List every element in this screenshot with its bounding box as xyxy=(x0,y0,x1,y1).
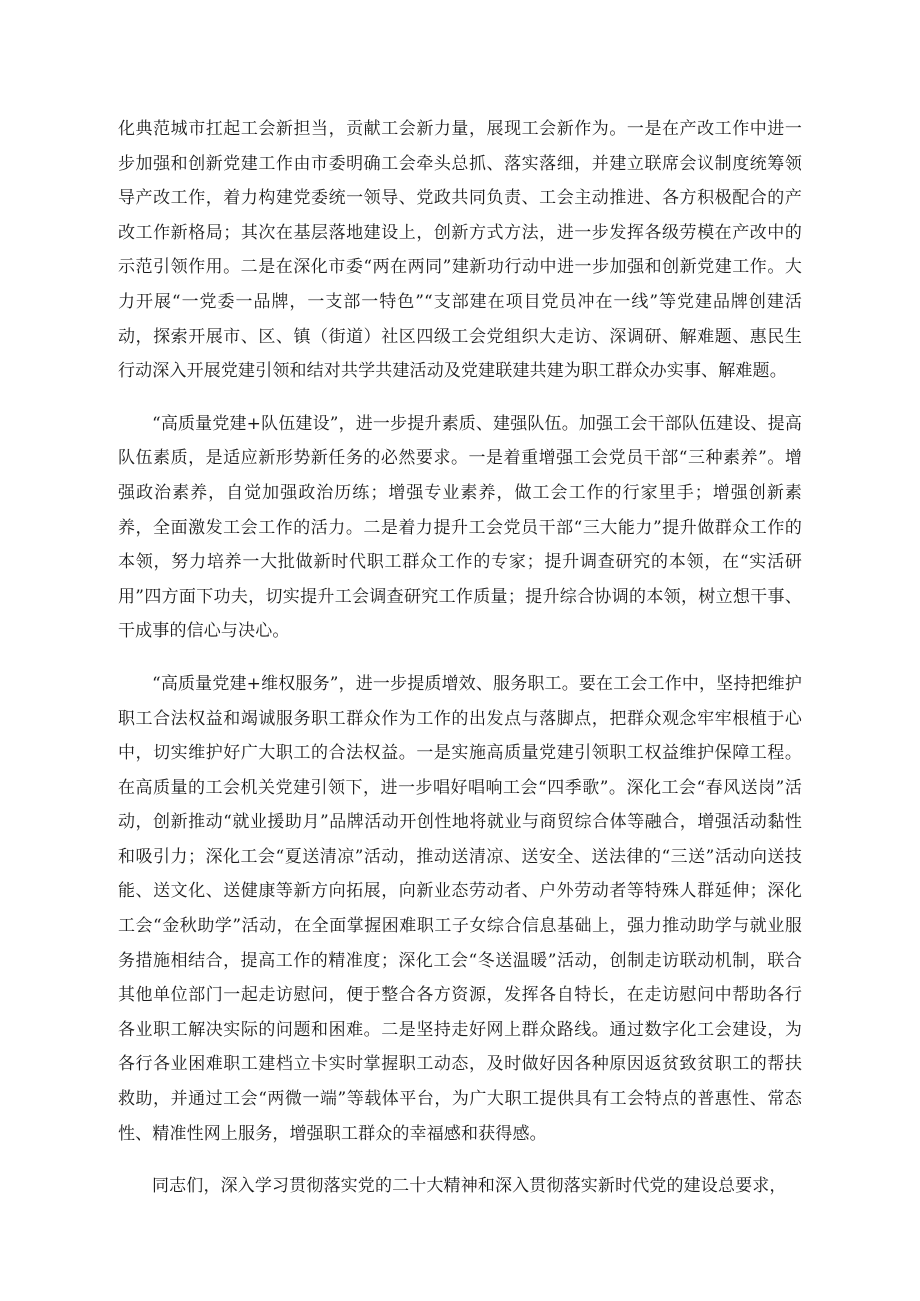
paragraph-gap xyxy=(118,389,802,407)
document-page xyxy=(118,112,802,1204)
paragraph-gap xyxy=(118,649,802,667)
paragraph-team-building: “高质量党建+队伍建设”，进一步提升素质、建强队伍。加强工会干部队伍建设、提高队伍素质，是适应新形势新任务的必然要求。一是着重增强工会党员干部“三种素养”。增强政治素养，自觉加强政治历练；增强专业素养，做工会工作的行家里手；增强创新素养，全面激发工会工作的活力。二是着力提升工会党员干部“三大能力”提升做群众工作的本领，努力培养一大批做新时代职工群众工作的专家；提升调查研究的本领，在“实活研用”四方面下功夫，切实提升工会调查研究工作质量；提升综合协调的本领，树立想干事、干成事的信心与决心。 xyxy=(118,413,802,642)
paragraph-rights-service: “高质量党建+维权服务”，进一步提质增效、服务职工。要在工会工作中，坚持把维护职工合法权益和竭诚服务职工群众作为工作的出发点与落脚点，把群众观念牢牢根植于心中，切实维护好广大职工的合法权益。一是实施高质量党建引领职工权益维护保障工程。在高质量的工会机关党建引领下，进一步唱好唱响工会“四季歌”。深化工会“春风送岗”活动，创新推动“就业援助月”品牌活动开创性地将就业与商贸综合体等融合，增强活动黏性和吸引力；深化工会“夏送清凉”活动，推动送清凉、送安全、送法律的“三送”活动向送技能、送文化、送健康等新方向拓展，向新业态劳动者、户外劳动者等特殊人群延伸；深化工会“金秋助学”活动，在全面掌握困难职工子女综合信息基础上，强力推动助学与就业服务措施相结合，提高工作的精准度；深化工会“冬送温暖”活动，创制走访联动机制，联合其他单位部门一起走访慰问，便于整合各方资源，发挥各自特长，在走访慰问中帮助各行各业职工解决实际的问题和困难。二是坚持走好网上群众路线。通过数字化工会建设，为各行各业困难职工建档立卡实时掌握职工动态，及时做好因各种原因返贫致贫职工的帮扶救助，并通过工会“两微一端”等载体平台，为广大职工提供具有工会特点的普惠性、常态性、精准性网上服务，增强职工群众的幸福感和获得感。 xyxy=(118,673,802,1144)
paragraph-gap xyxy=(118,1151,802,1169)
paragraph-closing: 同志们，深入学习贯彻落实党的二十大精神和深入贯彻落实新时代党的建设总要求， xyxy=(152,1176,787,1197)
paragraph-continuation: 化典范城市扛起工会新担当，贡献工会新力量，展现工会新作为。一是在产改工作中进一步加强和创新党建工作由市委明确工会牵头总抓、落实落细，并建立联席会议制度统筹领导产改工作，着力构建党委统一领导、党政共同负责、工会主动推进、各方积极配合的产改工作新格局；其次在基层落地建设上，创新方式方法，进一步发挥各级劳模在产改中的示范引领作用。二是在深化市委“两在两同”建新功行动中进一步加强和创新党建工作。大力开展“一党委一品牌，一支部一特色”“支部建在项目党员冲在一线”等党建品牌创建活动，探索开展市、区、镇（街道）社区四级工会党组织大走访、深调研、解难题、惠民生行动深入开展党建引领和结对共学共建活动及党建联建共建为职工群众办实事、解难题。 xyxy=(118,119,802,382)
